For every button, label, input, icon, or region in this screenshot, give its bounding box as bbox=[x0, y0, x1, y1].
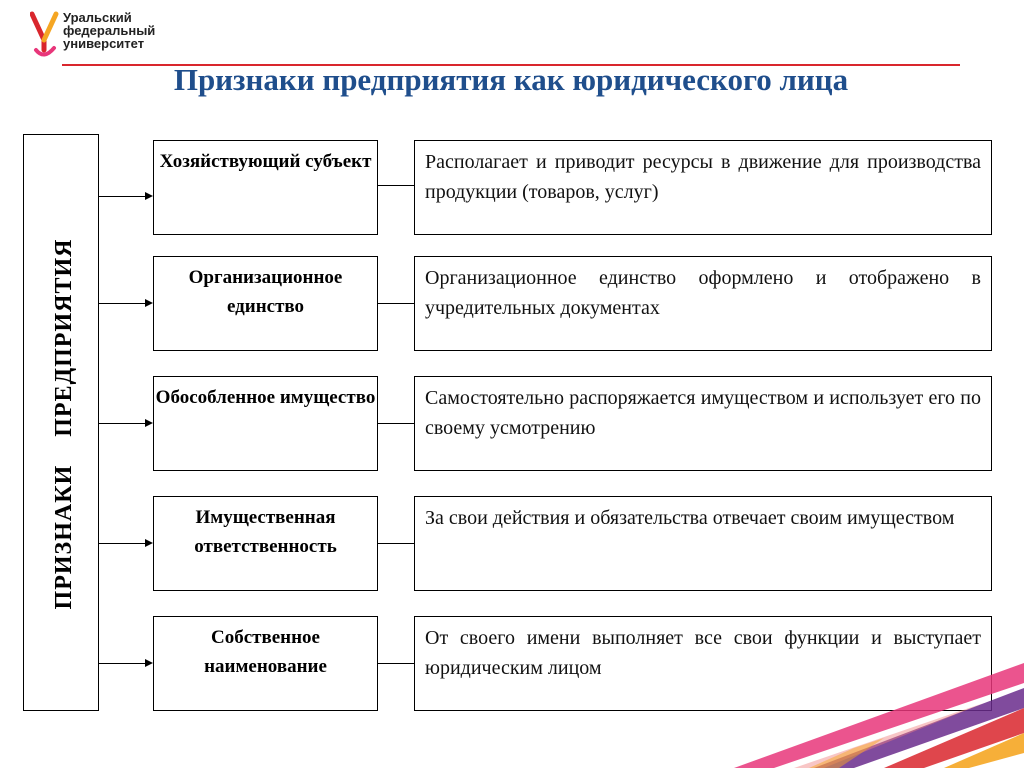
feature-box-3 bbox=[153, 376, 378, 471]
feature-label-2: Организационное единство bbox=[188, 267, 343, 317]
link-line-2 bbox=[378, 303, 414, 304]
arrow-head-3-icon bbox=[145, 419, 153, 427]
connector-arrow-3 bbox=[99, 423, 145, 424]
feature-box-2 bbox=[153, 256, 378, 351]
connector-arrow-2 bbox=[99, 303, 145, 304]
description-box-4 bbox=[414, 496, 992, 591]
description-text-5: От своего имени выполняет все свои функции и выступает юридическим лицом bbox=[425, 627, 981, 679]
connector-arrow-1 bbox=[99, 196, 145, 197]
link-line-3 bbox=[378, 423, 414, 424]
feature-box-5 bbox=[153, 616, 378, 711]
page-title: Признаки предприятия как юридического лица bbox=[173, 62, 849, 97]
feature-box-4 bbox=[153, 496, 378, 591]
arrow-head-4-icon bbox=[145, 539, 153, 547]
feature-label-1: Хозяйствующий субъект bbox=[159, 151, 372, 172]
connector-arrow-4 bbox=[99, 543, 145, 544]
arrow-head-5-icon bbox=[145, 659, 153, 667]
feature-box-1 bbox=[153, 140, 378, 235]
logo-line-2: федеральный bbox=[63, 23, 156, 38]
university-name bbox=[63, 11, 155, 50]
feature-label-3: Обособленное имущество bbox=[155, 387, 376, 408]
vertical-category-box bbox=[23, 134, 99, 711]
description-box-1 bbox=[414, 140, 992, 235]
feature-label-5: Собственное наименование bbox=[204, 627, 327, 677]
description-box-2 bbox=[414, 256, 992, 351]
link-line-5 bbox=[378, 663, 414, 664]
arrow-head-1-icon bbox=[145, 192, 153, 200]
description-text-1: Располагает и приводит ресурсы в движение для производства продукции (товаров, услуг) bbox=[425, 151, 981, 203]
feature-label-4: Имущественная ответственность bbox=[194, 507, 337, 557]
vertical-category-label: ПРИЗНАКИ ПРЕДПРИЯТИЯ bbox=[51, 238, 77, 610]
link-line-4 bbox=[378, 543, 414, 544]
connector-arrow-5 bbox=[99, 663, 145, 664]
logo-line-3: университет bbox=[63, 36, 145, 51]
description-text-2: Организационное единство оформлено и отображено в учредительных документах bbox=[425, 267, 981, 319]
decorative-ribbons-icon bbox=[624, 608, 1024, 768]
logo-line-1: Уральский bbox=[63, 10, 132, 25]
description-text-3: Самостоятельно распоряжается имуществом и использует его по своему усмотрению bbox=[425, 387, 981, 439]
link-line-1 bbox=[378, 185, 414, 186]
description-text-4: За свои действия и обязательства отвечает своим имуществом bbox=[425, 507, 955, 529]
description-box-3 bbox=[414, 376, 992, 471]
arrow-head-2-icon bbox=[145, 299, 153, 307]
